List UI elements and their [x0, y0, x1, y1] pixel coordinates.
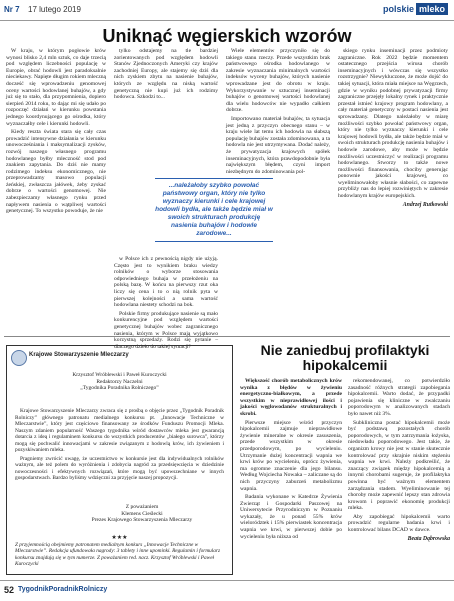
letter-addressee: Krzysztof Wróblewski i Paweł Kuroczycki Redaktorzy Naczelni „Tygodnika Poradnika Rolniczego” [72, 372, 167, 391]
article1-title: Uniknąć węgierskich wzorów [102, 26, 352, 46]
paragraph: skiego rynku inseminacji przez podmioty zagraniczne. Rok 2022 będzie momentem ostatecznego przejścia wirusa chorób inseminacyjnych i wówczas się wszystko rozstrzygnie? Niewykluczone, że może dojść do takiej sytuacji, która miała miejsce na Węgrzech, gdzie w wyniku podobnej prywatyzacji firmy zagraniczne przejęły lokalny rynek i praktycznie przestał istnieć krajowy program hodowlany, a cały materiał genetyczny w postaci nasienia jest sprowadzany. Dlatego należałoby w miarę możliwości szybko powołać państwowy organ, który nie tylko wyznaczy kierunki i cele krajowej hodowli bydła, ale także będzie miał w swoich strukturach produkcję nasienia buhajów i hodowle zarodowe, aby może w będzie możliwości uczestniczyć w realizacji programu hodowlanego. Stworzy to także nowe możliwości finansowania, chociby generując ponownie jakości krajowej, co wyeliminowałoby własnie słabości, co zapewne przybliży nas do lepiej rozwiniętych w zakresie hodowlanym krajów europejskich. [338, 48, 448, 200]
section-divider [4, 336, 450, 337]
letter-box [6, 345, 233, 575]
page-footer [0, 580, 454, 601]
paragraph: Importowano materiał buhajów, ta sytuacja jest jedną z przyczyn obecnego stanu – w kraju wiele lat temu ich hodowla na słabszą populację buhajów została zdominowana, a ta hodowla nie jest utrzymywana. Dodać należy, że prywatyzacja krajowych spółek inseminacyjnych, która prawdopodobnie była największym błędem, czyni import niezbędnym do zdominowania pol- [226, 115, 330, 175]
paragraph: Badania wykonane w Katedrze Żywienia Zwierząt i Gospodarki Paszowej na Uniwersytecie Przyrodniczym w Poznaniu wykazały, że u ponad 55% krów wielorództek i 15% pierwiastek koncentracja wapnia we krwi, w pierwszej dobie po wycieleniu była niższa od [240, 494, 342, 540]
paragraph: Kiedy reszta świata stara się cały czas prowadzić intensywne działania w kierunku unowocześniania i maksymalizacji zysków, rozwój naszego własnego programu hodowlanego byłby mleczność stod pod znakiem zapytania. Do dziś nie mamy rodzimego indeksu ekonomicznego, nie przeprowadzamy masowo populacji żeńskiej, zwłaszcza jałówek, żeby zyskać dobrze o wartości genomowej. Nie zabezpieczamy własnego rynku przed napływem nasienia o wątpliwej wartości genetycznej. To wszystko powoduje, że nie [6, 129, 106, 215]
paragraph: w Polsce ich z pewnością nigdy nie użyją. Często jest to wynikiem braku wiedzy rolników o wyborze stosowania odpowiedniego buhaja w przełożeniu na polską bazę. W końcu na pierwszy rzut oka liczy się cena i to o nią rolnik pyta w pierwszej kolejności a sama wartość hodowlana niestety schodzi na bok. [114, 256, 218, 309]
section-brand [383, 4, 448, 14]
page-number: 52 [4, 585, 15, 595]
paragraph: Pierwsze miejsce wśród przyczyn hipokalcemii zajmuje nieprawidłowe żywienie mineralne w okresie zasuszenia, przede wszystkim w okresie przedporodowym, po wycieleniu. Utrzymanie dużej koncentracji wapnia we krwi krów po wycieleniu, oprócz żywienia, ma ogromne znaczenie dla jego bilansu. Według Wojciecha Nowaka – zaliczane są do nich przyczyny zaburzeń metabolizmu wapnia. [240, 419, 342, 492]
article2-title: Nie zaniedbuj profilaktyki hipokalcemii [260, 342, 430, 373]
article2-col1 [240, 378, 342, 542]
article1-col1 [6, 48, 106, 217]
brand-box: mleko [416, 3, 448, 15]
paragraph: Pragniemy zwrócić uwagę, że uczestnictwo w konkursie jest dla indywidualnych rolników ważnym, ale też polem do wyróżnienia i zdobycia nagród za przedsięwzięcia w dziedzinie nowoczesności i efektywnych rozwiązań, które mogą być upowszechniane w innych gospodarstwach. Bardzo byliśmy wdzięczni za przyjęcie naszej propozycji. [15, 455, 224, 481]
issue-date: 17 lutego 2019 [28, 5, 81, 14]
issue-number: Nr 7 [4, 5, 20, 14]
letter-body [15, 408, 224, 484]
letter-closing: Z poważaniem Klemens Cieślecki Prezes Krajowego Stowarzyszenia Mleczarzy [91, 504, 193, 523]
article1-col4 [338, 48, 448, 208]
article2-col2 [348, 378, 450, 542]
paragraph: Większość chorób metabolicznych krów wynika z błędów w żywieniu energetyczno-białkowym, a przede wszystkim w nieprawidłowej ilości i jakości węglowodanów strukturalnych i skrobi. [240, 378, 342, 417]
paragraph: Polskie firmy produkujące nasienie są mało konkurencyjne pod względem wartości genetycznej buhajów wobec zagranicznego nasienia, którym w Polsce mają wyjątkowo korzystną sprzedaży. Rodzi się pytanie – dlaczego dzieło do takiej sytuacji? [114, 310, 218, 350]
letter-notes: Z przyjemnością obejmiemy patronatem medialnym konkurs „Innowacje Techniczne w Mleczarstwie”. Redakcja ufundowała nagrody: 3 tablety i inne upominki. Regulamin i formularz konkursu znajdują się w tym numerze. Z poważaniem red. nacz. Krzysztof Wróblewski i Paweł Kuroczycki [15, 542, 221, 567]
article1-signature: Andrzej Rutkowski [402, 201, 448, 208]
page-header [0, 0, 454, 21]
ksm-logo-icon [11, 350, 27, 366]
article1-col2b [114, 256, 218, 352]
article1-col2 [114, 48, 218, 103]
letter-org: Krajowe Stowarzyszenie Mleczarzy [29, 352, 129, 358]
paragraph: Subkliniczna postać hipokalcemii może być podstawą pozostałych chorób poporodowych, w tym zatrzymania łożyska, niedowładu poporodowego. Jest takie, że organizm krowy nie jest w stanie skutecznie kontrolować przy skrajnie niskim stężeniu wapnia we krwi. Należy podkreślić, że znaczący związek między hipokalcemią a innymi chorobami sugeruje, że profilaktyka powinna być ważnym elementem zarządzania stadem. Wyeliminowanie tej choroby może zapewnić lepszy stan zdrowia krowom i poprawić ekonomię produkcji mleka. [348, 419, 450, 512]
paragraph: Krajowe Stowarzyszenie Mleczarzy zwraca się z prośbą o objęcie przez „Tygodnik Poradnik Rolniczy” głównego patronatu medialnego konkursu pt. „Innowacje Techniczne w Mleczarstwie”, który jest częściowo finansowany ze środków Funduszu Promocji Mleka. Naszym zdaniem popularność Waszego tygodnika wśród dostawców mleka jest gwarancją dotarcia z ideą i regulaminem konkursu do wszystkich producentów „białego surowca”, którzy mogą się pochwalić innowacjami w zakresie związanym z hodowlą krów, ich żywieniem i pozyskiwaniem mleka. [15, 408, 224, 453]
publication-name: TygodnikPoradnikRolniczy [18, 586, 108, 593]
article2-signature: Beata Dąbrowska [407, 535, 450, 542]
paragraph: rekomendowanej, co potwierdziło zasadność różnych strategii zapobiegania hipokalcemii. Warto dodać, że przypadki pojawienia się kliniczne w zwalczaniu poporodowym w analizowanych stadach było nawet niż 3%. [348, 378, 450, 417]
paragraph: tylko odstajemy na tle bardziej zorientowanych pod względem hodowli Stanów Zjednoczonych Ameryki czy krajów zachodniej Europy, ale stajemy się dziś dla nich zyskiem zbytu na nasienie buhajów, których ze względu na niską wartość genetyczną nie kupi już ich rodzimy hodowca. Szkodzi to... [114, 48, 218, 101]
article1-pullquote: ...należałoby szybko powołać państwowy organ, który nie tylko wyznaczy kierunki i cele krajowej hodowli bydła, ale także będzie miał w swoich strukturach produkcję nasienia buhajów i hodowle zarodowe... [155, 178, 273, 242]
separator-stars: ★★★ [111, 535, 128, 541]
paragraph: Aby zapobiegać hipokalcemii warto prowadzić regularne badania krwi i kontrolować bilans DCAD w dawce. [348, 513, 450, 534]
paragraph: Wiele elementów przyczyniło się do takiego stanu rzeczy. Przede wszystkim brak państwowego ośrodka hodowlanego w zakresie wyznaczania minimalnych wartości indeksów wyceny buhajów, których nasienie wprowadzane jest do obrotu w kraju. Wykorzystywanie w sztucznej inseminacji buhajów o genomowej wartości hodowlanej dla wielu hodowców nie wypadło całkiem dobrze. [226, 48, 330, 114]
paragraph: W kraju, w którym pogłowie krów wynosi blisko 2,4 mln sztuk, co daje trzecią pod względem liczebności populację w Europie, obrać hodowli jest paradoksalnie nieciekawy. Napięte długim rokiem mleczną docześć się wprowadzeniu genomowej oceny wartości hodowlanej buhajów, a gdy już się to stało, dla przypomnienia, dopiero sierpień 2014 roku, to dając mi się udało po rozpoczęć działań w kierunku powstania jednego koordynującego go ośrodka, który wyznaczałby cele i kierunki hodowli. [6, 48, 106, 127]
brand-pre: polskie [382, 4, 414, 14]
article1-col3 [226, 48, 330, 177]
